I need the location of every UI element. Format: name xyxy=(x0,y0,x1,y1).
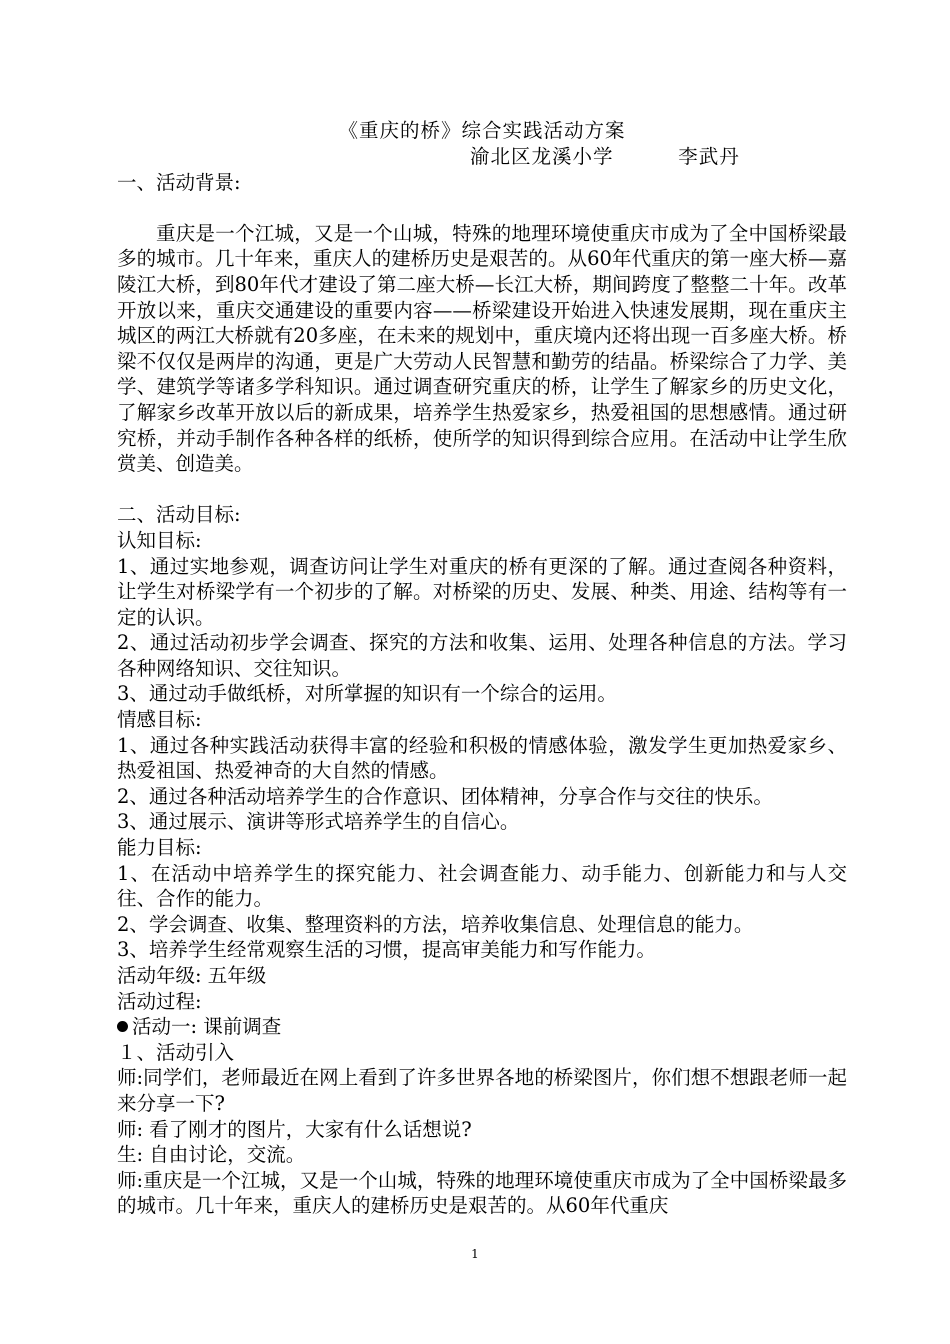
activity-one-item xyxy=(117,1014,847,1040)
dialogue-teacher-3: 师:重庆是一个江城，又是一个山城，特殊的地理环境使重庆市成为了全中国桥梁最多的城市。几十年来，重庆人的建桥历史是艰苦的。从60年代重庆 xyxy=(117,1168,847,1218)
dialogue-teacher-1: 师:同学们，老师最近在网上看到了许多世界各地的桥梁图片，你们想不想跟老师一起来分享一下? xyxy=(117,1066,847,1115)
activity-one-label: 活动一: 课前调查 xyxy=(132,1015,282,1039)
background-paragraph: 重庆是一个江城，又是一个山城，特殊的地理环境使重庆市成为了全中国桥梁最多的城市。几十年来，重庆人的建桥历史是艰苦的。从60年代重庆的第一座大桥—嘉陵江大桥，到80年代才建设了第二座大桥—长江大桥，期间跨度了整整二十年。改革开放以来，重庆交通建设的重要内容——桥梁建设开始进入快速发展期，现在重庆主城区的两江大桥就有20多座，在未来的规划中，重庆境内还将出现一百多座大桥。桥梁不仅仅是两岸的沟通，更是广大劳动人民智慧和勤劳的结晶。桥梁综合了力学、美学、建筑学等诸多学科知识。通过调查研究重庆的桥，让学生了解家乡的历史文化，了解家乡改革开放以后的新成果，培养学生热爱家乡，热爱祖国的思想感情。通过研究桥，并动手制作各种各样的纸桥，使所学的知识得到综合应用。在活动中让学生欣赏美、创造美。 xyxy=(117,221,847,476)
cognitive-goal-3: 3、通过动手做纸桥，对所掌握的知识有一个综合的运用。 xyxy=(117,682,617,706)
ability-goal-1: 1、在活动中培养学生的探究能力、社会调查能力、动手能力、创新能力和与人交往、合作的能力。 xyxy=(117,861,847,911)
author-line: 渝北区龙溪小学 李武丹 xyxy=(470,145,740,168)
bullet-icon xyxy=(117,1021,128,1032)
ability-goal-3: 3、培养学生经常观察生活的习惯，提高审美能力和写作能力。 xyxy=(117,938,656,962)
emotion-goal-3: 3、通过展示、演讲等形式培养学生的自信心。 xyxy=(117,810,520,834)
document-page xyxy=(117,118,847,1219)
page-number: 1 xyxy=(471,1247,479,1261)
emotion-goal-1: 1、通过各种实践活动获得丰富的经验和积极的情感体验，激发学生更加热爱家乡、热爱祖国、热爱神奇的大自然的情感。 xyxy=(117,733,847,783)
background-heading: 一、活动背景: xyxy=(117,170,241,194)
step-1-heading: １、活动引入 xyxy=(117,1040,235,1064)
ability-goal-2: 2、学会调查、收集、整理资料的方法，培养收集信息、处理信息的能力。 xyxy=(117,912,754,936)
cognitive-heading: 认知目标: xyxy=(117,528,202,552)
emotion-goal-2: 2、通过各种活动培养学生的合作意识、团体精神，分享合作与交往的快乐。 xyxy=(117,784,773,808)
spacer xyxy=(117,195,847,221)
cognitive-goal-2: 2、通过活动初步学会调查、探究的方法和收集、运用、处理各种信息的方法。学习各种网络知识、交往知识。 xyxy=(117,631,847,680)
spacer xyxy=(117,477,847,503)
cognitive-goal-1: 1、通过实地参观，调查访问让学生对重庆的桥有更深的了解。通过查阅各种资料，让学生对桥梁学有一个初步的了解。对桥梁的历史、发展、种类、用途、结构等有一定的认识。 xyxy=(117,554,847,629)
process-heading: 活动过程: xyxy=(117,989,202,1013)
grade-line: 活动年级: 五年级 xyxy=(117,964,267,987)
dialogue-student-1: 生: 自由讨论，交流。 xyxy=(117,1143,306,1167)
goals-heading: 二、活动目标: xyxy=(117,503,241,527)
ability-heading: 能力目标: xyxy=(117,836,202,860)
dialogue-teacher-2: 师: 看了刚才的图片，大家有什么话想说? xyxy=(117,1117,472,1141)
document-title: 《重庆的桥》综合实践活动方案 xyxy=(338,119,626,142)
emotion-heading: 情感目标: xyxy=(117,708,202,732)
